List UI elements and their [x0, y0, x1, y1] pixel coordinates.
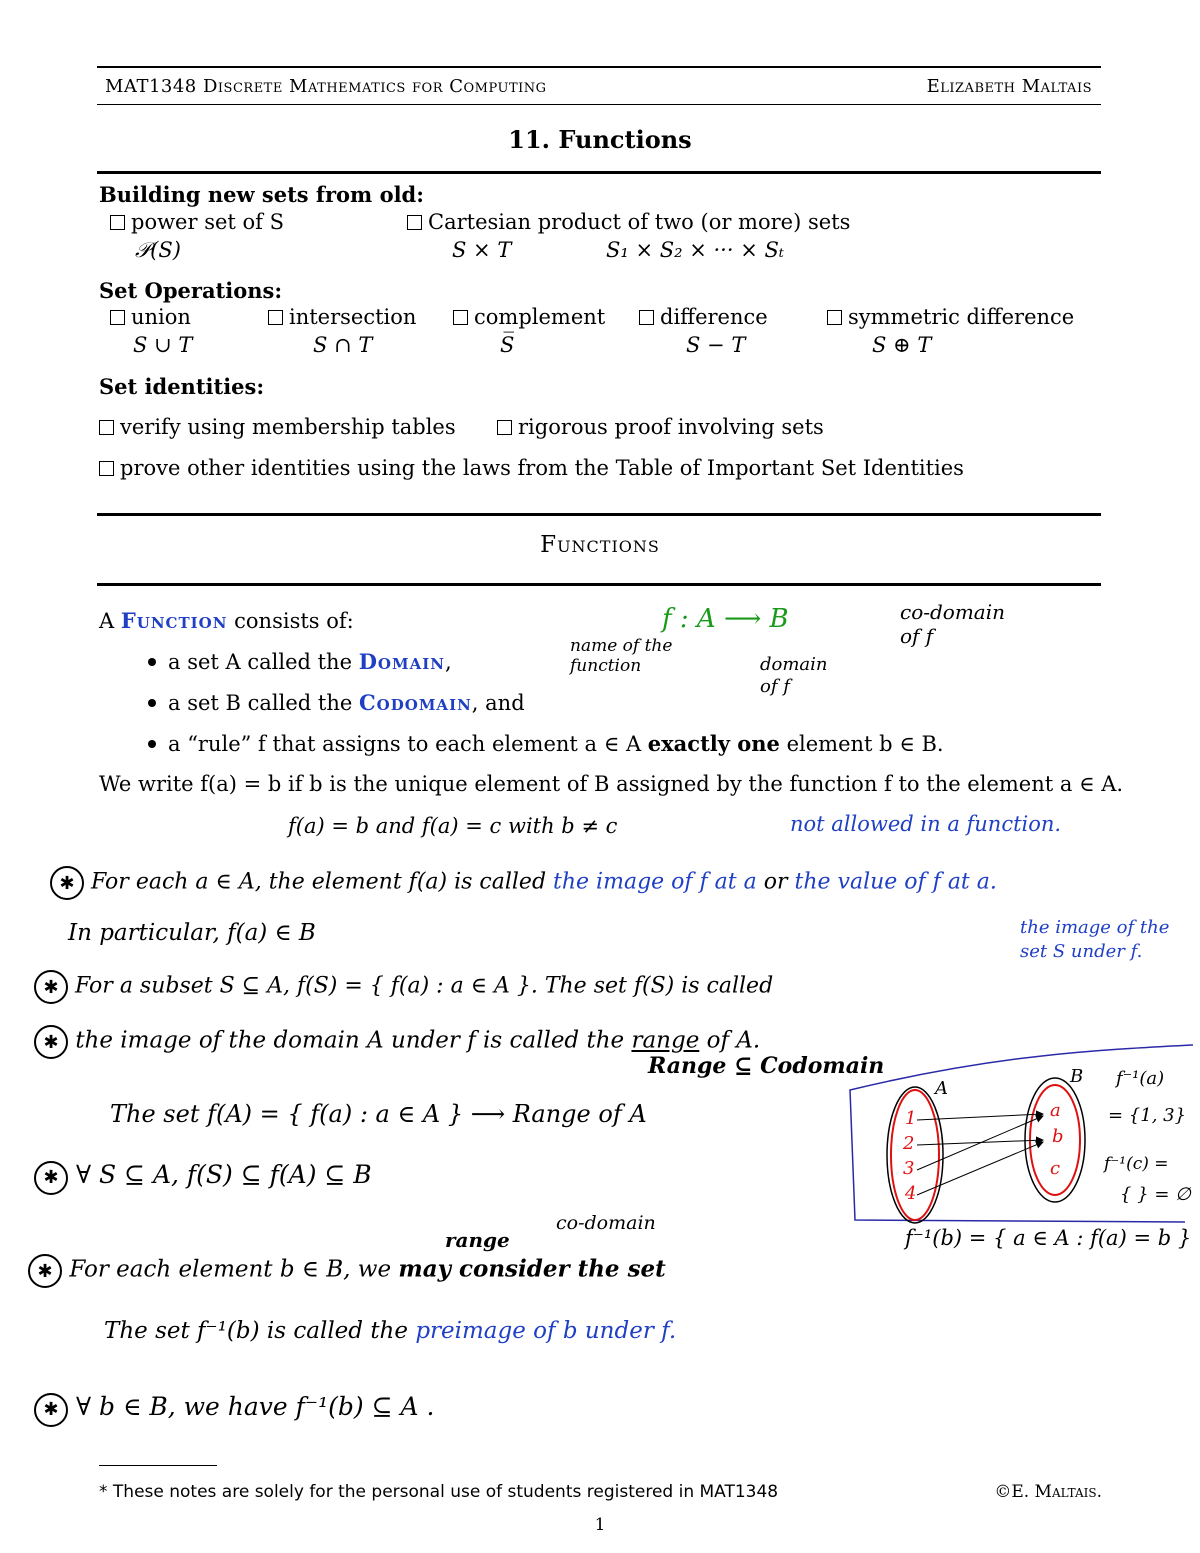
star-icon: ✱ [34, 1393, 68, 1427]
op-symdiff: symmetric difference [827, 305, 1074, 329]
header-rule [97, 104, 1101, 105]
checkbox-icon [268, 310, 283, 325]
checkbox-icon [99, 461, 114, 476]
image-line: ✱ For each a ∈ A, the element f(a) is called the image of f at a or the value of f at a. [50, 866, 997, 900]
checkbox-icon [99, 420, 114, 435]
checkbox-icon [453, 310, 468, 325]
footnote-rule [99, 1465, 217, 1466]
checkbox-icon [639, 310, 654, 325]
subset-chain-line: ✱ ∀ S ⊆ A, f(S) ⊆ f(A) ⊆ B [34, 1160, 372, 1195]
bullet-icon [148, 740, 156, 748]
definition-intro: A Function consists of: [99, 608, 354, 633]
section-rule-bottom [97, 583, 1101, 586]
page-title: 11. Functions [508, 125, 692, 154]
preimage-a-value: = {1, 3} [1108, 1105, 1187, 1126]
ops-heading: Set Operations: [99, 278, 283, 303]
domain-elem-4: 4 [905, 1183, 917, 1204]
preimage-definition-line: ✱ For each element b ∈ B, we may consider the set [28, 1254, 666, 1288]
domain-keyword: Domain [358, 649, 445, 674]
definition-item-codomain: a set B called the Codomain, and [148, 690, 525, 715]
preimage-a: f⁻¹(a) [1116, 1068, 1165, 1089]
rigorous-item: rigorous proof involving sets [497, 415, 824, 439]
diagram-set-a-label: A [935, 1078, 948, 1099]
op-union: union [110, 305, 191, 329]
range-subset-codomain: Range ⊆ Codomain [648, 1053, 885, 1079]
function-keyword: Function [120, 608, 228, 633]
domain-elem-3: 3 [903, 1158, 915, 1179]
cartesian-item: Cartesian product of two (or more) sets [407, 210, 850, 234]
checkbox-icon [827, 310, 842, 325]
subset-image-note: the image of the set S under f. [1020, 917, 1170, 962]
title-rule [97, 171, 1101, 174]
op-difference-notation: S − T [686, 333, 746, 357]
page-number: 1 [594, 1515, 606, 1535]
op-complement-notation: S̅ [500, 333, 515, 357]
definition-write-line: We write f(a) = b if b is the unique element of B assigned by the function f to the element a ∈ A. [99, 772, 1124, 796]
checkbox-icon [110, 215, 125, 230]
section-rule-top [97, 513, 1101, 516]
copyright-text: ©E. Maltais. [994, 1482, 1102, 1502]
preimage-c-value: { } = ∅ [1120, 1184, 1191, 1205]
op-intersection: intersection [268, 305, 416, 329]
star-icon: ✱ [34, 1161, 68, 1195]
range-definition-line: ✱ the image of the domain A under f is called the range of A. [34, 1025, 760, 1059]
star-icon: ✱ [28, 1254, 62, 1288]
domain-elem-1: 1 [905, 1108, 917, 1129]
codomain-elem-b: b [1052, 1126, 1064, 1147]
not-allowed-note: not allowed in a function. [790, 812, 1062, 836]
codomain-keyword: Codomain [358, 690, 472, 715]
op-intersection-notation: S ∩ T [313, 333, 373, 357]
op-symdiff-notation: S ⊕ T [872, 333, 932, 357]
not-allowed-lhs: f(a) = b and f(a) = c with b ≠ c [288, 814, 618, 838]
map-4-b [917, 1142, 1043, 1195]
arrow-notation: f : A ⟶ B [662, 604, 789, 634]
subset-image-line: ✱ For a subset S ⊆ A, f(S) = { f(a) : a ∈ A }. The set f(S) is called [34, 970, 1044, 1004]
footnote-text: * These notes are solely for the personal use of students registered in MAT1348 [99, 1482, 779, 1502]
co-domain-note: co-domain of f [900, 600, 1006, 648]
cartesian-notation-1: S × T [452, 238, 512, 262]
preimage-c: f⁻¹(c) = [1104, 1154, 1169, 1174]
prove-other-item: prove other identities using the laws from the Table of Important Set Identities [99, 456, 964, 480]
codomain-elem-c: c [1050, 1158, 1061, 1179]
map-1-a [917, 1114, 1043, 1120]
name-of-function-note: name of the function [570, 636, 673, 676]
star-icon: ✱ [34, 970, 68, 1004]
codomain-elem-a: a [1050, 1100, 1061, 1121]
domain-of-note: domain of f [760, 654, 828, 697]
preimage-called-line: The set f⁻¹(b) is called the preimage of b under f. [104, 1318, 677, 1344]
preimage-set: f⁻¹(b) = { a ∈ A : f(a) = b } [905, 1226, 1192, 1250]
range-set-line: The set f(A) = { f(a) : a ∈ A } ⟶ Range of A [110, 1100, 647, 1128]
op-difference: difference [639, 305, 768, 329]
cartesian-notation-2: S₁ × S₂ × ··· × Sₜ [606, 238, 785, 262]
preimage-subset-line: ✱ ∀ b ∈ B, we have f⁻¹(b) ⊆ A . [34, 1392, 434, 1427]
bullet-icon [148, 658, 156, 666]
power-set-item: power set of S [110, 210, 284, 234]
op-complement: complement [453, 305, 605, 329]
in-particular-line: In particular, f(a) ∈ B [68, 920, 316, 946]
checkbox-icon [407, 215, 422, 230]
section-title: Functions [540, 532, 660, 558]
identities-heading: Set identities: [99, 374, 265, 399]
building-heading: Building new sets from old: [99, 182, 424, 207]
domain-elem-2: 2 [903, 1133, 915, 1154]
bullet-icon [148, 699, 156, 707]
top-rule [97, 66, 1101, 68]
range-label: range [445, 1228, 510, 1252]
star-icon: ✱ [34, 1025, 68, 1059]
diagram-set-b-label: B [1070, 1066, 1084, 1087]
star-icon: ✱ [50, 866, 84, 900]
codomain-label: co-domain [556, 1212, 656, 1234]
checkbox-icon [497, 420, 512, 435]
op-union-notation: S ∪ T [133, 333, 193, 357]
definition-item-rule: a “rule” f that assigns to each element a ∈ A exactly one element b ∈ B. [148, 731, 944, 756]
checkbox-icon [110, 310, 125, 325]
verify-item: verify using membership tables [99, 415, 456, 439]
author-name: Elizabeth Maltais [926, 76, 1092, 97]
course-title: MAT1348 Discrete Mathematics for Computing [105, 76, 547, 97]
power-set-notation: 𝒫(S) [135, 238, 181, 262]
definition-item-domain: a set A called the Domain, [148, 649, 452, 674]
